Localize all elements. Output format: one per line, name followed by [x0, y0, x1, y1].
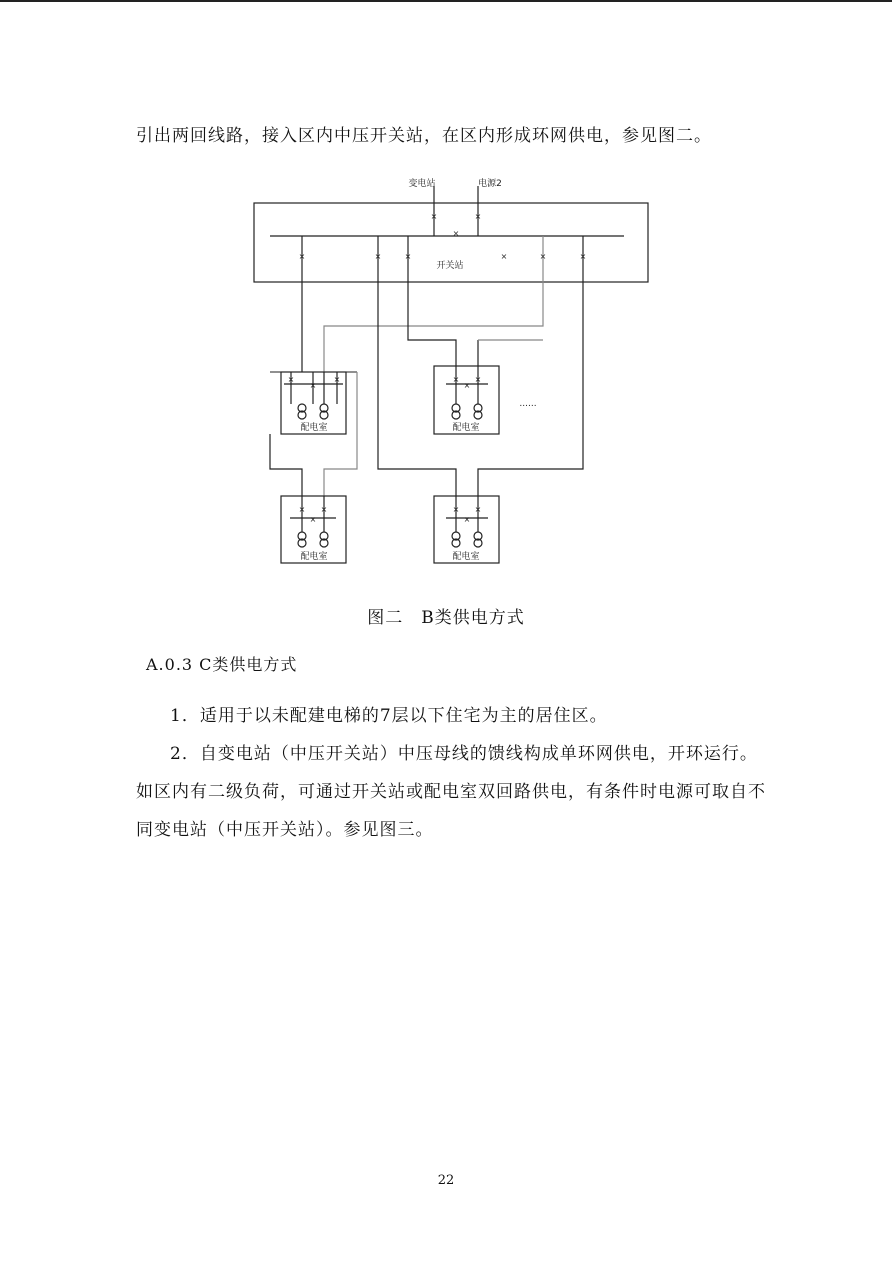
list-item-2: 2．自变电站（中压开关站）中压母线的馈线构成单环网供电，开环运行。	[170, 744, 758, 764]
svg-text:×: ×	[404, 252, 412, 261]
svg-text:×: ×	[500, 252, 508, 261]
page-number: 22	[437, 1173, 455, 1188]
section-heading: A.0.3 C类供电方式	[146, 655, 298, 674]
svg-text:×: ×	[452, 375, 460, 384]
svg-text:×: ×	[298, 252, 306, 261]
svg-text:×: ×	[430, 212, 438, 221]
label-substation: 变电站	[408, 179, 436, 189]
list-item-2-continued: 如区内有二级负荷，可通过开关站或配电室双回路供电，有条件时电源可取自不	[136, 782, 766, 802]
svg-text:×: ×	[309, 381, 317, 390]
list-item-2-continued-2: 同变电站（中压开关站）。参见图三。	[136, 820, 434, 840]
svg-text:×: ×	[320, 505, 328, 514]
svg-text:×: ×	[298, 505, 306, 514]
svg-text:×: ×	[463, 381, 471, 390]
label-switch-station: 开关站	[436, 261, 464, 271]
svg-text:×: ×	[463, 515, 471, 524]
svg-text:×: ×	[539, 252, 547, 261]
label-room-4: 配电室	[452, 552, 480, 562]
svg-text:×: ×	[474, 505, 482, 514]
intro-paragraph: 引出两回线路，接入区内中压开关站，在区内形成环网供电，参见图二。	[136, 126, 712, 146]
svg-text:×: ×	[452, 229, 460, 238]
svg-text:×: ×	[287, 375, 295, 384]
svg-text:×: ×	[474, 212, 482, 221]
svg-text:×: ×	[333, 375, 341, 384]
label-source-2: 电源2	[478, 179, 502, 189]
svg-text:×: ×	[309, 515, 317, 524]
figure-caption: 图二 B类供电方式	[367, 608, 525, 628]
svg-text:×: ×	[374, 252, 382, 261]
list-item-1: 1．适用于以未配建电梯的7层以下住宅为主的居住区。	[170, 706, 608, 726]
label-ellipsis: ......	[519, 399, 537, 409]
svg-text:×: ×	[452, 505, 460, 514]
label-room-1: 配电室	[300, 423, 328, 433]
svg-text:×: ×	[579, 252, 587, 261]
label-room-3: 配电室	[300, 552, 328, 562]
label-room-2: 配电室	[452, 423, 480, 433]
svg-text:×: ×	[474, 375, 482, 384]
